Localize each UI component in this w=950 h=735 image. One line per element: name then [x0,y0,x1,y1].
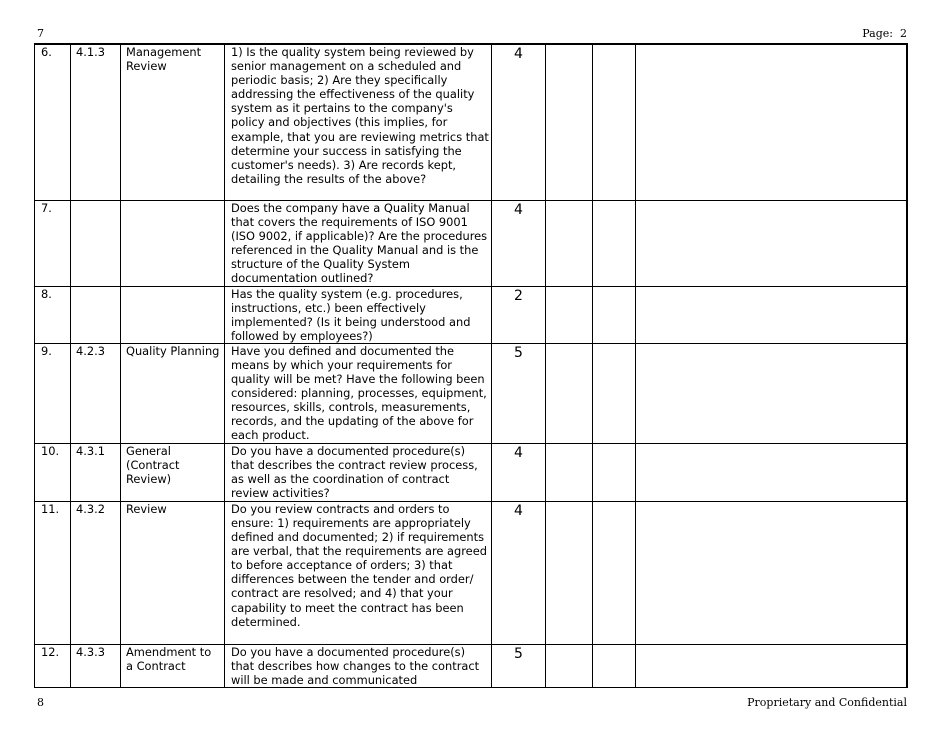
checklist-row [35,286,908,343]
clause-cell [71,200,121,286]
comments-cell [636,443,908,501]
blank-cell-a [546,44,593,200]
topic-cell: Management Review [121,44,225,200]
blank-cell-a [546,443,593,501]
checklist-row [35,644,908,687]
item-number-cell: 8. [35,286,71,343]
item-number-cell: 7. [35,200,71,286]
topic-cell: Review [121,501,225,644]
comments-cell [636,44,908,200]
header-left-number: 7 [37,27,44,40]
blank-cell-b [593,200,636,286]
blank-cell-a [546,200,593,286]
comments-cell [636,200,908,286]
item-number-cell: 11. [35,501,71,644]
score-cell: 4 [492,443,546,501]
clause-cell [71,286,121,343]
checklist-row [35,501,908,644]
comments-cell [636,343,908,443]
item-number-cell: 9. [35,343,71,443]
blank-cell-b [593,343,636,443]
confidentiality-notice: Proprietary and Confidential [747,696,907,709]
clause-cell: 4.3.2 [71,501,121,644]
clause-cell: 4.3.3 [71,644,121,687]
checklist-row [35,44,908,200]
checklist-row [35,200,908,286]
blank-cell-b [593,443,636,501]
blank-cell-a [546,343,593,443]
item-number-cell: 10. [35,443,71,501]
score-cell: 4 [492,501,546,644]
comments-cell [636,501,908,644]
clause-cell: 4.1.3 [71,44,121,200]
page-label: Page: [862,27,893,40]
score-cell: 5 [492,343,546,443]
blank-cell-a [546,644,593,687]
score-cell: 4 [492,200,546,286]
score-cell: 4 [492,44,546,200]
blank-cell-a [546,286,593,343]
checklist-row [35,343,908,443]
blank-cell-b [593,286,636,343]
topic-cell: Quality Planning [121,343,225,443]
score-cell: 5 [492,644,546,687]
blank-cell-b [593,501,636,644]
question-cell: Do you have a documented procedure(s) that describes the contract review process, as well as the coordination of contract review activities? [225,443,492,501]
question-cell: Do you have a documented procedure(s) that describes how changes to the contract will be made and communicated [225,644,492,687]
blank-cell-a [546,501,593,644]
comments-cell [636,644,908,687]
question-cell: Do you review contracts and orders to ensure: 1) requirements are appropriately defined and documented; 2) if requirements are verbal, that the requirements are agreed to before acceptance of orders; 3) that differences between the tender and order/ contract are resolved; and 4) that your capability to meet the contract has been determined. [225,501,492,644]
topic-cell: General (Contract Review) [121,443,225,501]
question-cell: 1) Is the quality system being reviewed by senior management on a scheduled and periodic basis; 2) Are they specifically addressing the effectiveness of the quality system as it pertains to the company's policy and objectives (this implies, for example, that you are reviewing metrics that determine your success in satisfying the customer's needs). 3) Are records kept, detailing the results of the above? [225,44,492,200]
topic-cell: Amendment to a Contract [121,644,225,687]
clause-cell: 4.3.1 [71,443,121,501]
topic-cell [121,200,225,286]
item-number-cell: 12. [35,644,71,687]
clause-cell: 4.2.3 [71,343,121,443]
blank-cell-b [593,644,636,687]
question-cell: Has the quality system (e.g. procedures, instructions, etc.) been effectively implemented? (Is it being understood and followed by employees?) [225,286,492,343]
footer-left-number: 8 [37,696,44,709]
checklist-row [35,443,908,501]
page-indicator [862,27,907,40]
question-cell: Have you defined and documented the means by which your requirements for quality will be met? Have the following been considered: planning, processes, equipment, resources, skills, controls, measurements, records, and the updating of the above for each product. [225,343,492,443]
page-number: 2 [900,27,907,40]
comments-cell [636,286,908,343]
item-number-cell: 6. [35,44,71,200]
blank-cell-b [593,44,636,200]
checklist-rows [35,44,908,688]
audit-checklist-table [34,43,908,688]
score-cell: 2 [492,286,546,343]
question-cell: Does the company have a Quality Manual that covers the requirements of ISO 9001 (ISO 9002, if applicable)? Are the procedures referenced in the Quality Manual and is the structure of the Quality System documentation outlined? [225,200,492,286]
topic-cell [121,286,225,343]
